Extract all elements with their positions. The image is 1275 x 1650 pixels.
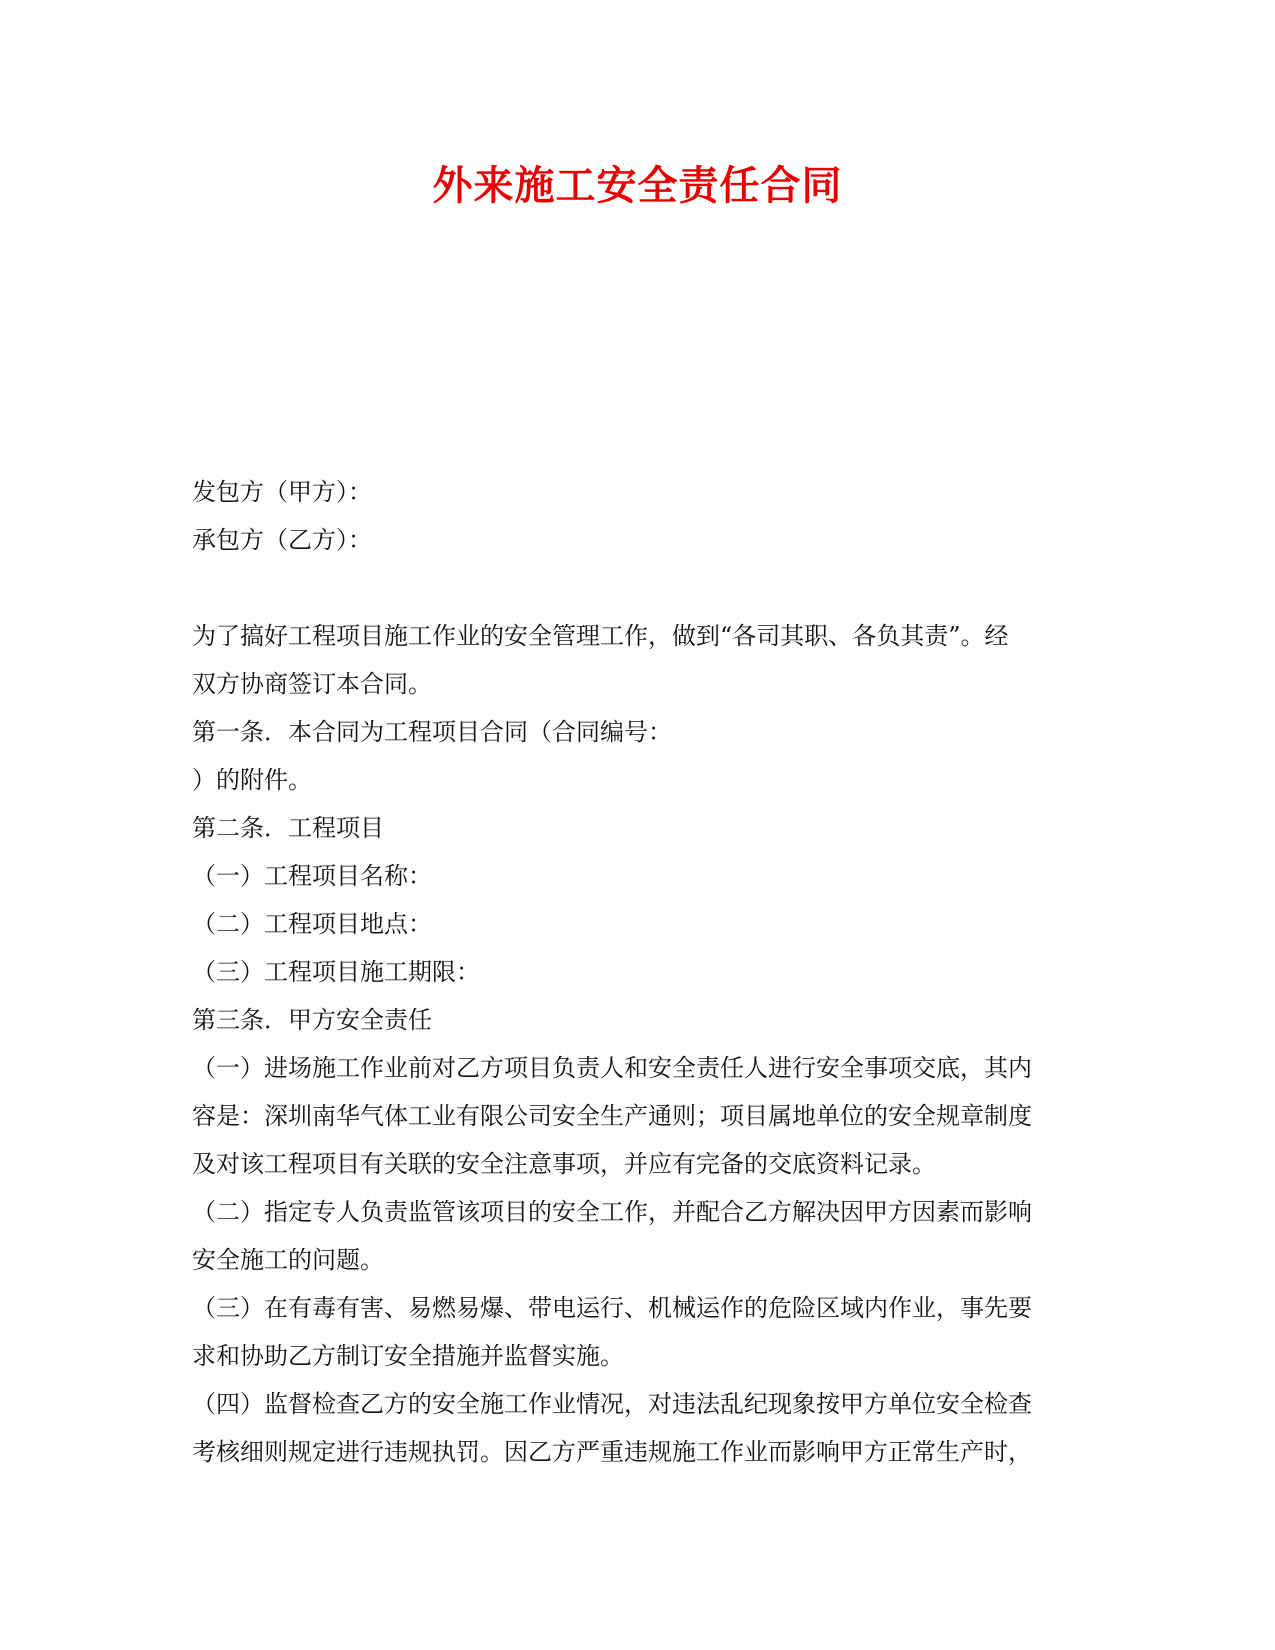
body-line: ）的附件。: [192, 766, 312, 794]
project-location-line: （二）工程项目地点：: [192, 910, 432, 938]
body-line: （四）监督检查乙方的安全施工作业情况，对违法乱纪现象按甲方单位安全检查: [192, 1390, 1032, 1418]
body-line: （二）指定专人负责监管该项目的安全工作，并配合乙方解决因甲方因素而影响: [192, 1198, 1032, 1226]
body-line: （三）在有毒有害、易燃易爆、带电运行、机械运作的危险区域内作业，事先要: [192, 1294, 1032, 1322]
project-name-line: （一）工程项目名称：: [192, 862, 432, 890]
blank-gap: [192, 564, 1072, 612]
party-b-line: 承包方（乙方）：: [192, 526, 372, 554]
project-period-line: （三）工程项目施工期限：: [192, 958, 480, 986]
party-a-line: 发包方（甲方）：: [192, 478, 372, 506]
article-2-heading: 第二条．工程项目: [192, 814, 384, 842]
body-line: 及对该工程项目有关联的安全注意事项，并应有完备的交底资料记录。: [192, 1150, 936, 1178]
document-title: 外来施工安全责任合同: [432, 162, 843, 209]
body-line: 容是：深圳南华气体工业有限公司安全生产通则；项目属地单位的安全规章制度: [192, 1102, 1032, 1130]
body-line: （一）进场施工作业前对乙方项目负责人和安全责任人进行安全事项交底，其内: [192, 1054, 1032, 1082]
body-line: 考核细则规定进行违规执罚。因乙方严重违规施工作业而影响甲方正常生产时，: [192, 1438, 1032, 1466]
article-1-line: 第一条．本合同为工程项目合同（合同编号：: [192, 718, 672, 746]
document-body: [192, 468, 1072, 1476]
body-line: 为了搞好工程项目施工作业的安全管理工作，做到“各司其职、各负其责”。经: [192, 622, 1009, 650]
body-line: 安全施工的问题。: [192, 1246, 384, 1274]
body-line: 双方协商签订本合同。: [192, 670, 432, 698]
body-line: 求和协助乙方制订安全措施并监督实施。: [192, 1342, 624, 1370]
article-3-heading: 第三条．甲方安全责任: [192, 1006, 432, 1034]
